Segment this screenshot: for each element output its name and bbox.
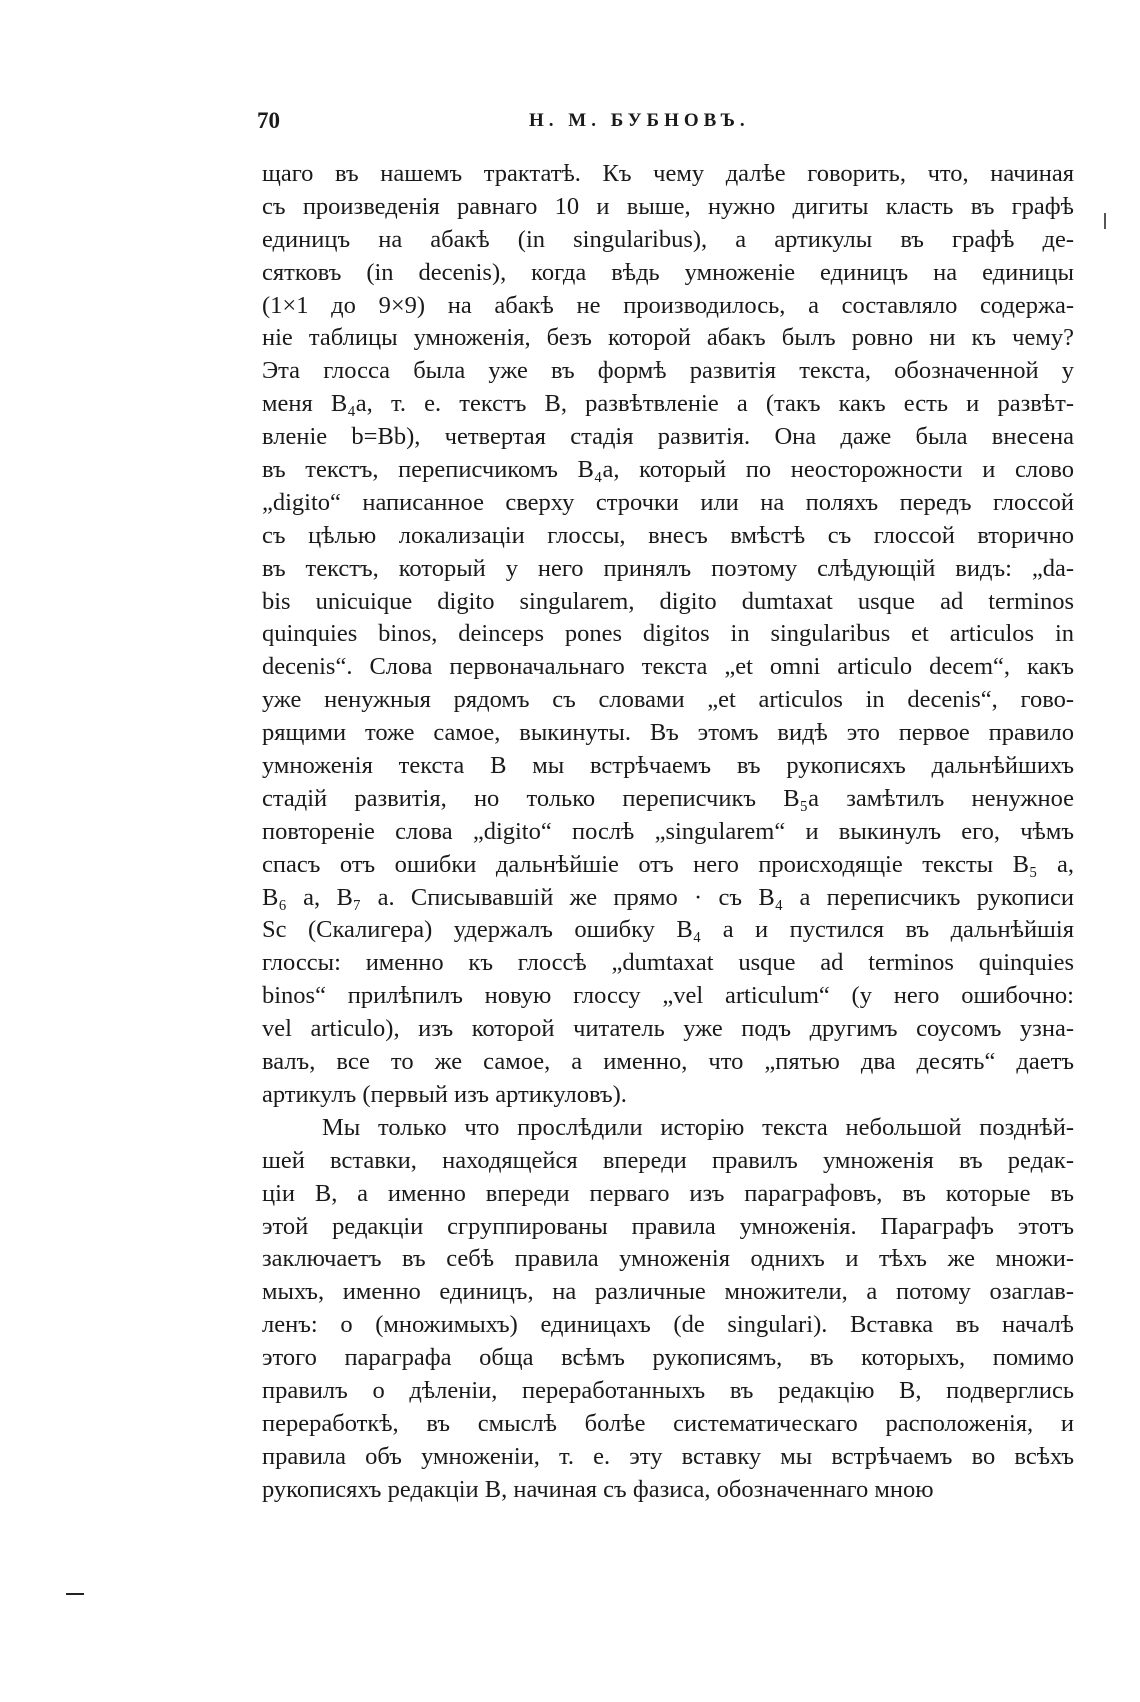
text-line: глоссы: именно къ глоссѣ „dumtaxat usque ad terminos quinquies bbox=[262, 949, 1074, 977]
text-line: меня B₄a, т. е. текстъ B, развѣтвленіе a (такъ какъ есть и развѣт- bbox=[262, 390, 1074, 418]
text-line: рящими тоже самое, выкинуты. Въ этомъ видѣ это первое правило bbox=[262, 719, 1074, 747]
text-line: Эта глосса была уже въ формѣ развитія текста, обозначенной у bbox=[262, 357, 1074, 385]
text-line: умноженія текста B мы встрѣчаемъ въ рукописяхъ дальнѣйшихъ bbox=[262, 752, 1074, 780]
text-line: спасъ отъ ошибки дальнѣйшіе отъ него происходящіе тексты B₅ a, bbox=[262, 850, 1074, 878]
text-line: decenis“. Слова первоначальнаго текста „et omni articulo decem“, какъ bbox=[262, 653, 1074, 681]
text-line: Sc (Скалигера) удержалъ ошибку B₄ a и пустился въ дальнѣйшія bbox=[262, 916, 1074, 944]
paragraph-continued bbox=[262, 158, 1074, 1112]
running-head-author: Н. М. БУБНОВЪ. bbox=[529, 110, 750, 131]
text-line: binos“ прилѣпилъ новую глоссу „vel articulum“ (у него ошибочно: bbox=[262, 982, 1074, 1010]
text-line: сятковъ (in decenis), когда вѣдь умноженіе единицъ на единицы bbox=[262, 258, 1074, 286]
text-line: этой редакціи сгруппированы правила умноженія. Параграфъ этотъ bbox=[262, 1212, 1074, 1240]
text-line: вленіе b=Bb), четвертая стадія развитія. Она даже была внесена bbox=[262, 423, 1074, 451]
text-line: Мы только что прослѣдили исторію текста небольшой позднѣй- bbox=[322, 1113, 1074, 1141]
text-line: съ цѣлью локализаціи глоссы, внесъ вмѣстѣ съ глоссой вторично bbox=[262, 521, 1074, 549]
paragraph-new bbox=[262, 1112, 1074, 1507]
text-line: ленъ: о (множимыхъ) единицахъ (de singulari). Вставка въ началѣ bbox=[262, 1311, 1074, 1339]
text-line: ціи B, а именно впереди перваго изъ параграфовъ, въ которые въ bbox=[262, 1179, 1074, 1207]
text-line: B₆ a, B₇ a. Списывавшій же прямо · съ B₄ a переписчикъ рукописи bbox=[262, 883, 1074, 911]
text-line: „digito“ написанное сверху строчки или на поляхъ передъ глоссой bbox=[262, 488, 1074, 516]
text-line: единицъ на абакѣ (in singularibus), а артикулы въ графѣ де- bbox=[262, 225, 1074, 253]
text-line: (1×1 до 9×9) на абакѣ не производилось, а составляло содержа- bbox=[262, 291, 1074, 319]
text-line: vel articulo), изъ которой читатель уже подъ другимъ соусомъ узна- bbox=[262, 1015, 1074, 1043]
text-line: этого параграфа обща всѣмъ рукописямъ, въ которыхъ, помимо bbox=[262, 1344, 1074, 1372]
margin-mark bbox=[1104, 213, 1106, 229]
text-line: правила объ умноженіи, т. е. эту вставку мы встрѣчаемъ во всѣхъ bbox=[262, 1442, 1074, 1470]
text-line: щаго въ нашемъ трактатѣ. Къ чему далѣе говорить, что, начиная bbox=[262, 160, 1074, 187]
text-line: ніе таблицы умноженія, безъ которой абакъ былъ ровно ни къ чему? bbox=[262, 324, 1074, 352]
text-line: съ произведенія равнаго 10 и выше, нужно дигиты класть въ графѣ bbox=[262, 192, 1074, 220]
text-line: правилъ о дѣленіи, переработанныхъ въ редакцію B, подверглись bbox=[262, 1376, 1074, 1404]
text-line: повтореніе слова „digito“ послѣ „singularem“ и выкинулъ его, чѣмъ bbox=[262, 817, 1074, 845]
text-line: въ текстъ, который у него принялъ поэтому слѣдующій видъ: „da- bbox=[262, 554, 1074, 582]
page-header bbox=[257, 108, 1077, 142]
text-line: артикулъ (первый изъ артикуловъ). bbox=[262, 1080, 627, 1108]
margin-dash bbox=[66, 1593, 84, 1595]
text-line: валъ, все то же самое, а именно, что „пятью два десять“ даетъ bbox=[262, 1048, 1074, 1076]
page-number: 70 bbox=[257, 108, 280, 133]
text-line: переработкѣ, въ смыслѣ болѣе систематическаго расположенія, и bbox=[262, 1409, 1074, 1437]
text-line: bis unicuique digito singularem, digito dumtaxat usque ad terminos bbox=[262, 587, 1074, 615]
text-line: уже ненужныя рядомъ съ словами „et articulos in decenis“, гово- bbox=[262, 686, 1074, 714]
text-line: мыхъ, именно единицъ, на различные множители, а потому озаглав- bbox=[262, 1278, 1074, 1306]
text-line: рукописяхъ редакціи B, начиная съ фазиса, обозначеннаго мною bbox=[262, 1475, 934, 1503]
text-line: заключаетъ въ себѣ правила умноженія однихъ и тѣхъ же множи- bbox=[262, 1245, 1074, 1273]
text-line: въ текстъ, переписчикомъ B₄a, который по неосторожности и слово bbox=[262, 456, 1074, 484]
text-line: quinquies binos, deinceps pones digitos in singularibus et articulos in bbox=[262, 620, 1074, 648]
text-line: шей вставки, находящейся впереди правилъ умноженія въ редак- bbox=[262, 1146, 1074, 1174]
body-text bbox=[262, 158, 1074, 1507]
text-line: стадій развитія, но только переписчикъ B₅a замѣтилъ ненужное bbox=[262, 784, 1074, 812]
